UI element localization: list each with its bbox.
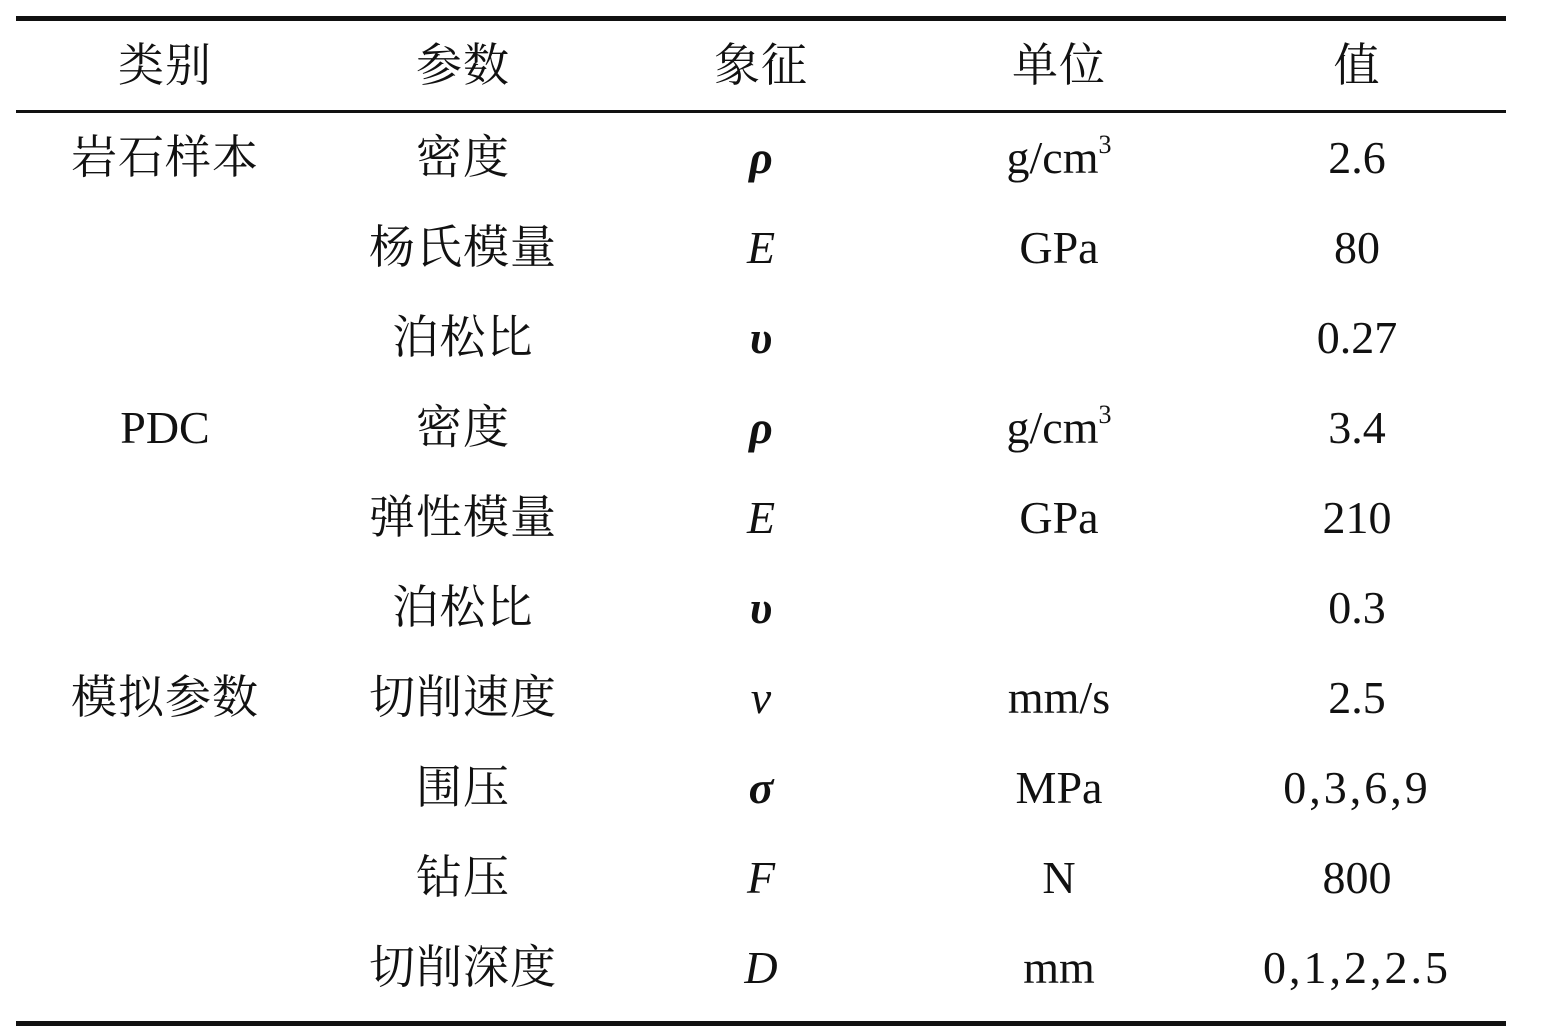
category-cell: 模拟参数	[71, 672, 259, 723]
value-cell: 2.6	[1328, 132, 1386, 183]
header-symbol: 象征	[714, 39, 808, 91]
unit-text: GPa	[1019, 492, 1099, 543]
symbol-cell: F	[746, 852, 776, 903]
unit-cell	[910, 222, 1208, 273]
header-value: 值	[1333, 39, 1381, 91]
parameter-table	[16, 16, 1506, 1026]
unit-superscript: 3	[1098, 400, 1112, 429]
symbol-cell: υ	[749, 312, 773, 363]
parameter-cell: 泊松比	[392, 582, 534, 633]
symbol-cell: E	[746, 492, 776, 543]
value-cell: 2.5	[1328, 672, 1386, 723]
symbol-cell: ρ	[749, 132, 773, 183]
unit-cell	[910, 852, 1208, 903]
header-parameter: 参数	[416, 39, 510, 91]
parameter-cell: 弹性模量	[369, 492, 557, 543]
unit-cell	[910, 942, 1208, 993]
value-cell: 800	[1322, 852, 1392, 903]
table-header-row	[16, 21, 1506, 110]
table-row	[16, 203, 1506, 293]
symbol-cell: υ	[749, 582, 773, 633]
value-cell: 0.3	[1328, 582, 1386, 633]
unit-text: N	[1042, 852, 1076, 903]
table-bottom-rule	[16, 1021, 1506, 1026]
table-row	[16, 563, 1506, 653]
unit-text: g/cm	[1006, 132, 1099, 183]
symbol-cell: σ	[748, 762, 774, 813]
table-row	[16, 743, 1506, 833]
value-cell: 0.27	[1316, 312, 1398, 363]
parameter-cell: 切削深度	[369, 942, 557, 993]
value-cell: 3.4	[1328, 402, 1386, 453]
symbol-cell: E	[746, 222, 776, 273]
table-row	[16, 653, 1506, 743]
symbol-cell: ρ	[749, 402, 773, 453]
category-cell: 岩石样本	[71, 132, 259, 183]
unit-text: g/cm	[1006, 402, 1099, 453]
parameter-cell: 密度	[416, 402, 510, 453]
unit-cell	[910, 130, 1208, 183]
value-cell: 0,3,6,9	[1283, 762, 1431, 813]
table-row	[16, 833, 1506, 923]
value-cell: 0,1,2,2.5	[1263, 942, 1451, 993]
symbol-cell: v	[750, 672, 772, 723]
unit-superscript: 3	[1098, 130, 1112, 159]
unit-text: GPa	[1019, 222, 1099, 273]
table-row	[16, 383, 1506, 473]
unit-text: mm	[1023, 942, 1095, 993]
symbol-cell: D	[744, 942, 778, 993]
parameter-cell: 围压	[416, 762, 510, 813]
parameter-cell: 切削速度	[369, 672, 557, 723]
unit-cell	[910, 762, 1208, 813]
unit-cell	[910, 400, 1208, 453]
header-unit: 单位	[1012, 39, 1106, 91]
value-cell: 210	[1322, 492, 1392, 543]
table-row	[16, 293, 1506, 383]
table-row	[16, 113, 1506, 203]
unit-cell	[910, 672, 1208, 723]
category-cell: PDC	[120, 402, 210, 453]
parameter-cell: 杨氏模量	[369, 222, 557, 273]
table-row	[16, 473, 1506, 563]
table-row	[16, 923, 1506, 1013]
unit-text: mm/s	[1007, 672, 1111, 723]
unit-text: MPa	[1015, 762, 1103, 813]
parameter-cell: 密度	[416, 132, 510, 183]
parameter-cell: 钻压	[416, 852, 510, 903]
unit-cell	[910, 492, 1208, 543]
value-cell: 80	[1334, 222, 1380, 273]
header-category: 类别	[118, 39, 212, 91]
parameter-cell: 泊松比	[392, 312, 534, 363]
